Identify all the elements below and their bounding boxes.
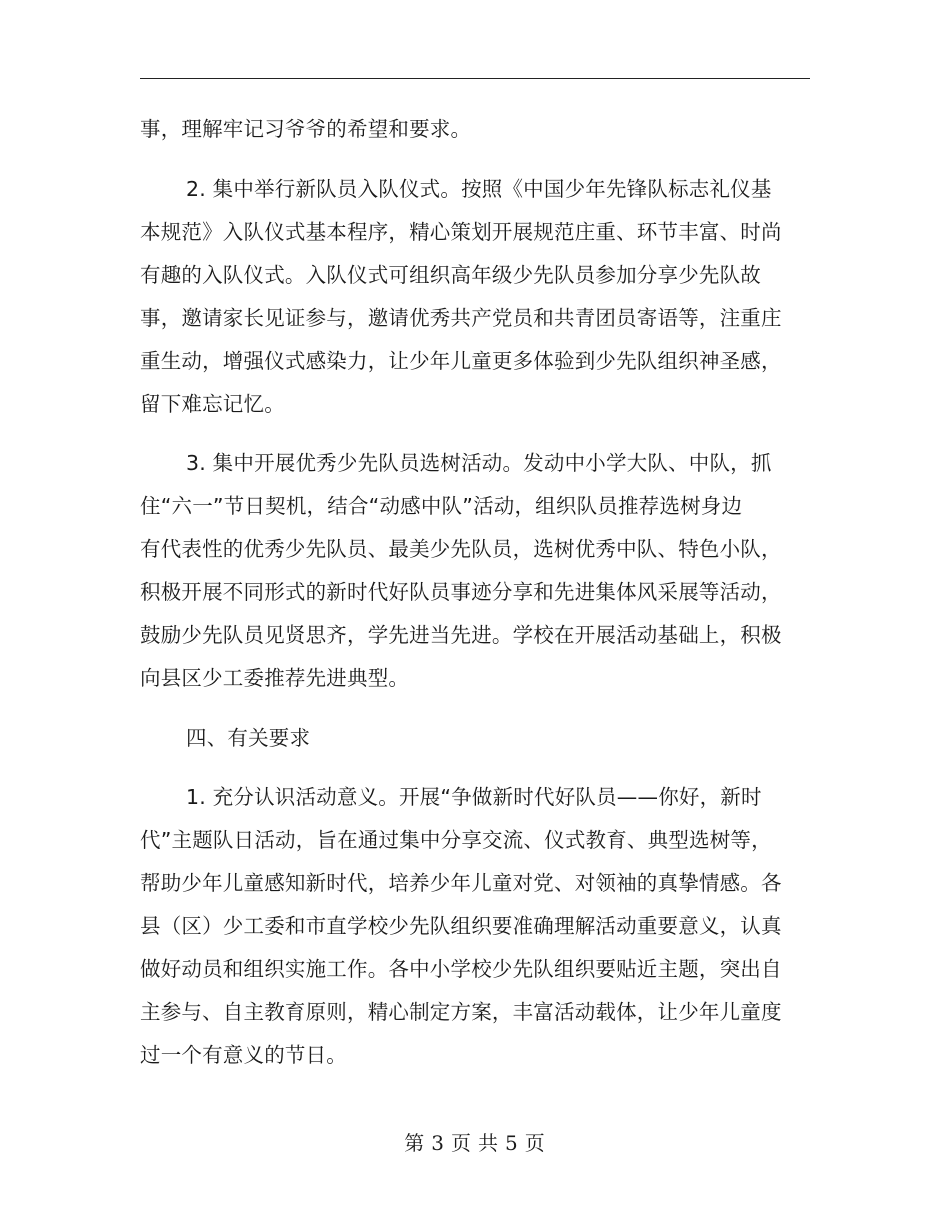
paragraph: [140, 168, 782, 426]
text-line: 住“六一”节日契机，结合“动感中队”活动，组织队员推荐选树身边: [140, 494, 743, 518]
paragraph: [140, 776, 782, 1077]
page-footer: [0, 1128, 950, 1158]
footer-total-word: 共: [478, 1131, 499, 1155]
footer-prefix: 第: [404, 1131, 426, 1155]
paragraph: [140, 442, 782, 700]
text-line: 做好动员和组织实施工作。各中小学校少先队组织要贴近主题，突出自: [140, 957, 782, 981]
text-line: 留下难忘记忆。: [140, 391, 285, 416]
text-line: 代”主题队日活动，旨在通过集中分享交流、仪式教育、典型选树等，: [140, 828, 772, 852]
text-line: 有趣的入队仪式。入队仪式可组织高年级少先队员参加分享少先队故: [140, 262, 761, 287]
paragraph-gap: [140, 760, 772, 777]
paragraph-gap: [140, 151, 772, 168]
text-line: 四、有关要求: [186, 725, 311, 750]
paragraph-gap: [140, 426, 772, 443]
text-line: 3. 集中开展优秀少先队员选树活动。发动中小学大队、中队，抓: [186, 451, 772, 475]
header-rule: [140, 78, 810, 79]
text-line: 事，理解牢记习爷爷的希望和要求。: [140, 117, 472, 141]
paragraph: [140, 108, 772, 151]
text-line: 重生动，增强仪式感染力，让少年儿童更多体验到少先队组织神圣感，: [140, 348, 782, 373]
text-line: 县（区）少工委和市直学校少先队组织要准确理解活动重要意义，认真: [140, 914, 782, 938]
text-line: 鼓励少先队员见贤思齐，学先进当先进。学校在开展活动基础上，积极: [140, 623, 782, 647]
text-line: 本规范》入队仪式基本程序，精心策划开展规范庄重、环节丰富、时尚: [140, 219, 782, 244]
document-body: [140, 108, 782, 1077]
text-line: 主参与、自主教育原则，精心制定方案，丰富活动载体，让少年儿童度: [140, 1000, 782, 1024]
paragraph-gap: [140, 700, 772, 717]
text-line: 积极开展不同形式的新时代好队员事迹分享和先进集体风采展等活动，: [140, 580, 782, 604]
footer-current-page: 3: [431, 1131, 445, 1155]
text-line: 2. 集中举行新队员入队仪式。按照《中国少年先锋队标志礼仪基: [186, 176, 772, 201]
footer-page-word: 页: [451, 1131, 472, 1155]
paragraph: [140, 717, 772, 760]
text-line: 帮助少年儿童感知新时代，培养少年儿童对党、对领袖的真挚情感。各: [140, 871, 782, 895]
footer-total-pages: 5: [505, 1131, 519, 1155]
text-line: 1. 充分认识活动意义。开展“争做新时代好队员——你好，新时: [186, 785, 762, 809]
text-line: 有代表性的优秀少先队员、最美少先队员，选树优秀中队、特色小队，: [140, 537, 782, 561]
footer-suffix: 页: [524, 1131, 546, 1155]
text-line: 向县区少工委推荐先进典型。: [140, 666, 410, 690]
text-line: 事，邀请家长见证参与，邀请优秀共产党员和共青团员寄语等，注重庄: [140, 305, 782, 330]
text-line: 过一个有意义的节日。: [140, 1043, 347, 1067]
